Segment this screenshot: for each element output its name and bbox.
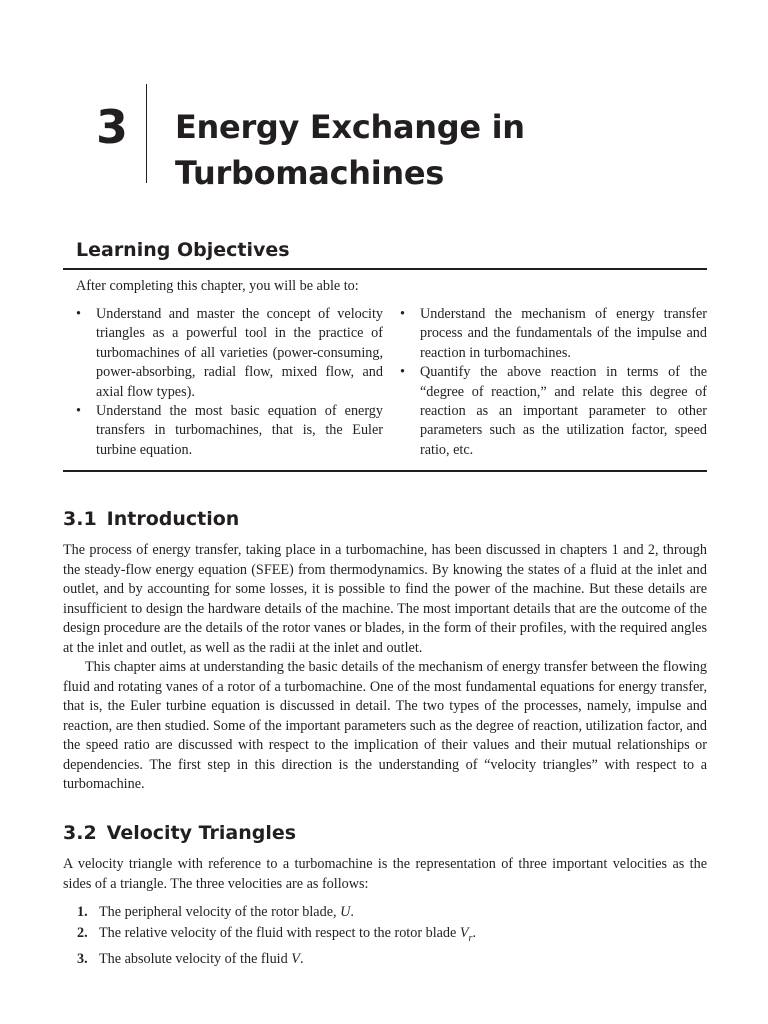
- objective-text: Understand the most basic equation of energy transfers in turbomachines, that is, the Euler turbine equation.: [96, 403, 383, 458]
- intro-paragraph-1: The process of energy transfer, taking place in a turbomachine, has been discussed in chapters 1 and 2, through the steady-flow energy equation (SFEE) from thermodynamics. By knowing the states of a fluid at the inlet and outlet, and by accounting for some losses, it is possible to find the power of the machine. But these details are insufficient to design the hardware details of the machine. The most important details that are the outcome of the design procedure are the details of the rotor vanes or blades, in the form of their profiles, with the required angles at the inlet and outlet, as well as the radii at the inlet and outlet.: [63, 542, 707, 656]
- objective-text: Quantify the above reaction in terms of the “degree of reaction,” and relate this degree of reaction as an important parameter to other parameters such as the utilization factor, speed ratio, etc.: [420, 364, 707, 458]
- list-number: 2.: [77, 925, 88, 941]
- chapter-number: 3: [96, 100, 129, 154]
- chapter-divider: [146, 84, 147, 183]
- section-title: Introduction: [106, 508, 240, 530]
- list-item: [76, 402, 383, 460]
- section-heading-introduction: [63, 508, 239, 530]
- bullet-dot: •: [400, 306, 405, 322]
- bullet-dot: •: [400, 364, 405, 381]
- list-text: The absolute velocity of the fluid V.: [99, 950, 304, 967]
- objective-text: Understand and master the concept of velocity triangles as a powerful tool in the practice of turbomachines of all varieties (power-consuming, power-absorbing, radial flow, mixed flow, and axial flow types).: [96, 306, 383, 400]
- chapter-title-line2: Turbomachines: [175, 154, 445, 192]
- section-number: 3.2: [63, 822, 97, 844]
- list-item: [76, 305, 383, 402]
- list-item: [400, 363, 707, 460]
- bullet-dot: •: [76, 403, 81, 420]
- list-text: The peripheral velocity of the rotor blade, U.: [99, 904, 354, 920]
- chapter-title-line1: Energy Exchange in: [175, 108, 525, 146]
- objectives-left-column: [76, 305, 383, 460]
- bottom-rule: [63, 470, 707, 472]
- list-number: 1.: [77, 904, 88, 920]
- bullet-dot: •: [76, 306, 81, 322]
- intro-paragraph-2: This chapter aims at understanding the basic details of the mechanism of energy transfer between the flowing fluid and rotating vanes of a rotor of a turbomachine. One of the most fundamental equations for energy transfer, that is, the Euler turbine equation is discussed in detail. The two types of the processes, namely, impulse and reaction, are then studied. Some of the important parameters such as the degree of reaction, utilization factor, and the speed ratio are discussed with respect to the implication of their values and their mutual relationships or dependencies. The first step in this direction is the understanding of “velocity triangles” with respect to a turbomachine.: [63, 659, 707, 792]
- velocity-paragraph: A velocity triangle with reference to a turbomachine is the representation of three important velocities as the sides of a triangle. The three velocities are as follows:: [63, 856, 707, 892]
- learning-objectives-intro: After completing this chapter, you will be able to:: [76, 278, 359, 294]
- list-item: [77, 902, 697, 923]
- top-rule: [63, 268, 707, 270]
- objective-text: Understand the mechanism of energy transfer process and the fundamentals of the impulse and reaction in turbomachines.: [420, 306, 707, 361]
- list-text: The relative velocity of the fluid with respect to the rotor blade $V_r$.: [99, 925, 476, 944]
- objectives-right-column: [400, 305, 707, 460]
- section-heading-velocity-triangles: [63, 822, 296, 844]
- list-item: [77, 949, 697, 970]
- section-number: 3.1: [63, 508, 97, 530]
- velocity-list: [77, 902, 697, 970]
- chapter-title: [175, 104, 525, 196]
- list-item: [77, 923, 697, 949]
- section-title: Velocity Triangles: [106, 822, 297, 844]
- list-number: 3.: [77, 950, 88, 967]
- list-item: [400, 305, 707, 363]
- learning-objectives-heading: Learning Objectives: [76, 239, 290, 261]
